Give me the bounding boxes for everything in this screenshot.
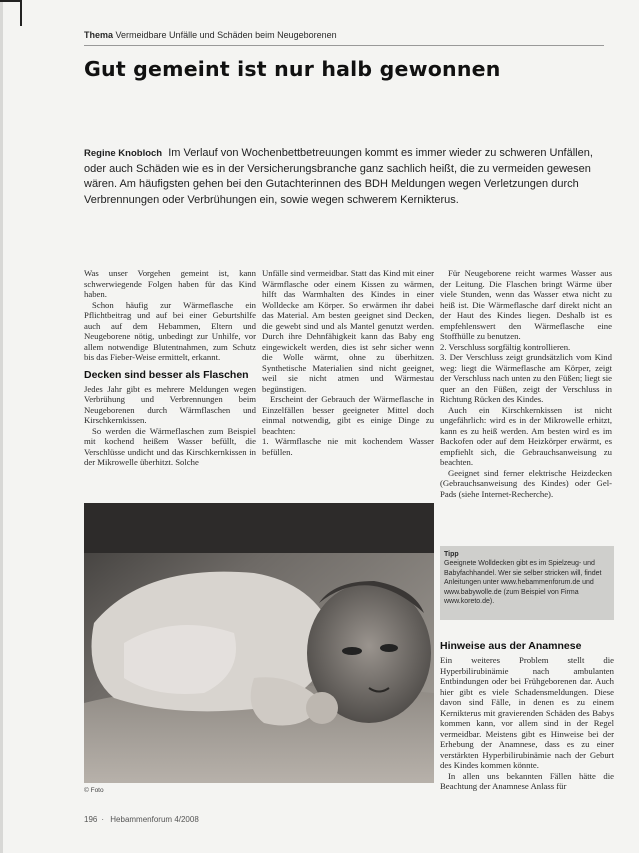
header-rule	[84, 45, 604, 46]
paragraph: Was unser Vorgehen gemeint ist, kann schwerwiegende Folgen haben für das Kind haben.	[84, 268, 256, 299]
paragraph: Geeignet sind ferner elektrische Heizdecken (Gebrauchsanweisung des Kindes) oder Gel-Pads (siehe Internet-Recherche).	[440, 467, 612, 499]
text-column-3	[440, 268, 612, 499]
paragraph: Ein weiteres Problem stellt die Hyperbilirubinämie nach ambulanten Entbindungen oder bei Frühgeborenen dar. Auch hier gibt es viele Schadensmeldungen. Diese davon sind Fälle, in denen es zu einem Kernikterus mit gravierenden Schäden des Babys kommen kann, vor allem sind in der Regel vermeidbar. Meistens gibt es Hinweise bei der Erhebung der Anamnese, dass es zu einer verstärkten Hyperbilirubinämie nach der Geburt des Kindes kommen könnte.	[440, 655, 614, 770]
section-heading: Decken sind besser als Flaschen	[84, 368, 249, 381]
section-heading: Hinweise aus der Anamnese	[440, 640, 582, 652]
journal-issue: 4/2008	[174, 815, 199, 824]
tip-text: Geeignete Wolldecken gibt es im Spielzeug- und Babyfachhandel. Wer sie selber stricken will, findet Anleitungen unter www.hebammenforum.de und www.babywolle.de (zum Beispiel von Firma www.koreto.de).	[444, 560, 602, 606]
crop-mark	[0, 0, 22, 2]
paragraph: Erscheint der Gebrauch der Wärmeflasche in Einzelfällen besser geeigneter Mittel doch einmal notwendig, gibt es einige Dinge zu beachten:	[262, 394, 434, 436]
baby-photo-image	[84, 503, 434, 783]
baby-photo	[84, 503, 434, 783]
tip-label: Tipp	[444, 551, 459, 558]
text-column-2	[262, 268, 434, 457]
crop-mark	[20, 0, 22, 26]
text-column-1	[84, 268, 256, 468]
paragraph: Unfälle sind vermeidbar. Statt das Kind mit einer Wärmflasche oder einem Kissen zu wärmen, hilft das Warmhalten des Kindes in einer Wolldecke am Körper. So erwärmen ihr dabei das Material. Am besten geeignet sind Decken, die gewebt sind und als Mantel genutzt werden. Durch ihre Dehnfähigkeit kann das Baby eng eingewickelt werden, dies ist sehr sicher wenn die Wolle wärmt, ohne zu überhitzen. Synthetische Materialien sind nicht geeignet, weil sie nicht atmen und Wärmestau begünstigen.	[262, 268, 434, 394]
paragraph: In allen uns bekannten Fällen hätte die Beachtung der Anamnese Anlass für	[440, 770, 614, 791]
paragraph: 1. Wärmflasche nie mit kochendem Wasser befüllen.	[262, 436, 434, 457]
paragraph: 2. Verschluss sorgfältig kontrollieren.	[440, 341, 571, 352]
paragraph: Auch ein Kirschkernkissen ist nicht ungefährlich: wird es in der Mikrowelle erhitzt, kann es zu heiß werden. Am besten wird es im Backofen oder auf dem Heizkörper erwärmt, es empfiehlt sich, die Gebrauchsanweisung zu beachten.	[440, 404, 612, 467]
photo-credit: © Foto	[84, 787, 104, 794]
page-number: 196	[84, 815, 98, 824]
paragraph: 3. Der Verschluss zeigt grundsätzlich vom Kind weg: liegt die Wärmeflasche am Körper, zeigt der Verschluss nach unten zu den Füßen; liegt sie quer an den Füßen, zeigt der Verschluss in Richtung Rücken des Kindes.	[440, 352, 612, 404]
paragraph: Jedes Jahr gibt es mehrere Meldungen wegen Verbrühung und Verbrennungen beim Neugeborenen durch Wärmflaschen und Kirschkernkissen.	[84, 383, 256, 425]
page-footer: 196 · Hebammenforum 4/2008	[84, 815, 199, 824]
author-name: Regine Knobloch	[84, 148, 163, 159]
header-topic: Thema	[84, 30, 114, 40]
page-fold-edge	[0, 0, 3, 853]
article-lead	[84, 146, 614, 208]
paragraph: So werden die Wärmeflaschen zum Beispiel mit kochend heißem Wasser befüllt, die Verschlüsse undicht und das Kirschkernkissen in der Mikrowelle überhitzt. Solche	[84, 425, 256, 467]
tip-box	[440, 546, 614, 620]
article-title: Gut gemeint ist nur halb gewonnen	[84, 57, 501, 81]
paragraph: Für Neugeborene reicht warmes Wasser aus der Leitung. Die Flaschen bringt Wärme über viele Stunden, wenn das Wasser etwa nicht zu heiß ist. Die Wärmeflasche darf direkt nicht an der Haut des Kindes liegen. Deshalb ist es empfehlenswert den Wärmeflasche eine Stoffhülle zu benutzen.	[440, 268, 612, 341]
running-header	[84, 30, 604, 40]
journal-name: Hebammenforum	[110, 815, 173, 824]
text-column-3-lower	[440, 634, 614, 792]
paragraph: Schon häufig zur Wärmeflasche ein Pflichtbeitrag und auf bei einer Geburtshilfe auch auf dem Hebammen, Eltern und Neugeborene nötig, unbedingt zur Unhilfe, vor allem notwendige Blutentnahmen, zum Schutz bis das Fieber-Weise ermittelt, erkannt.	[84, 299, 256, 362]
header-subtitle: Vermeidbare Unfälle und Schäden beim Neugeborenen	[115, 30, 337, 40]
lead-text: Im Verlauf von Wochenbettbetreuungen kommt es immer wieder zu schweren Unfällen, oder auch Schäden wie es in der Versicherungsbranche ganz sachlich heißt, die zu vermeiden gewesen wären. Am häufigsten gehen bei den Gutachterinnen des BDH Meldungen wegen Verletzungen durch Verbrennungen oder Verbrühungen ein, sowie wegen schwerem Kernikterus.	[84, 147, 593, 206]
